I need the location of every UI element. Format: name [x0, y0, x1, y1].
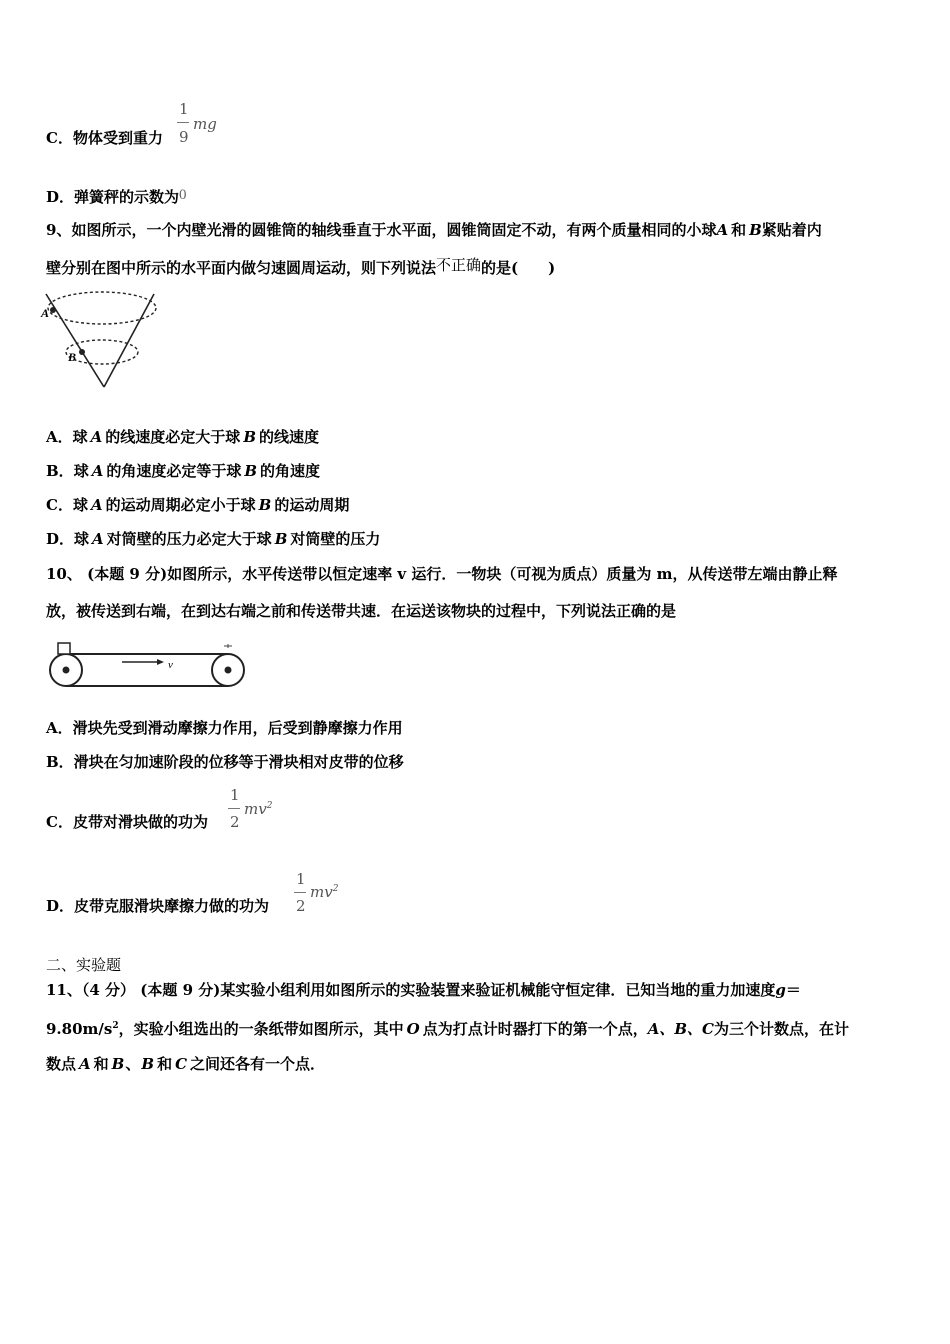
section-heading: 二、实验题 [46, 956, 122, 974]
label-a: A [41, 306, 50, 320]
ball-a [50, 307, 56, 313]
option-text: 对筒壁的压力 [290, 530, 381, 548]
block [58, 643, 70, 654]
cone-figure [40, 286, 170, 396]
option-text: 球 [72, 496, 88, 514]
ball-a-label: A [90, 428, 103, 446]
option-text: 皮带克服滑块摩擦力做的功为 [74, 897, 270, 915]
question-score-alt: (本题 9 分) [140, 981, 221, 999]
q8-option-d [46, 187, 187, 208]
question-text: 如图所示，一个内壁光滑的圆锥筒的轴线垂直于水平面，圆锥筒固定不动，有两个质量相同的小球 [71, 221, 717, 239]
q9-option-d [46, 529, 380, 549]
fraction-bar [228, 808, 240, 809]
option-prefix: B． [46, 462, 74, 480]
question-text: 某实验小组利用如图所示的实验装置来验证机械能守恒定律．已知当地的重力加速度 [220, 981, 776, 999]
option-prefix: D． [46, 188, 75, 206]
option-text: 球 [74, 530, 90, 548]
point-b: B [141, 1055, 155, 1073]
velocity-arrowhead [157, 659, 164, 665]
option-text: 的线速度必定大于球 [105, 428, 241, 446]
point-a: A [79, 1055, 91, 1073]
question-text-end: 的是( ) [481, 259, 556, 277]
left-pulley-axle [63, 667, 70, 674]
option-prefix: C． [46, 496, 73, 514]
question-text: 壁分别在图中所示的水平面内做匀速圆周运动，则下列说法 [46, 259, 437, 277]
ball-b-label: B [243, 428, 256, 446]
q10-option-a: A．滑块先受到滑动摩擦力作用，后受到静摩擦力作用 [46, 719, 403, 737]
q10-option-c [46, 812, 208, 832]
points-abc: A、B、C [647, 1020, 714, 1038]
fraction-numerator: 1 [296, 870, 306, 888]
question-number: 9、 [46, 221, 72, 239]
velocity-label: v [168, 659, 173, 671]
option-prefix: A． [46, 428, 73, 446]
conveyor-figure [46, 640, 256, 700]
point-b: B [111, 1055, 125, 1073]
question-text: 为三个计数点，在计 [713, 1020, 849, 1038]
option-text: 的角速度必定等于球 [106, 462, 242, 480]
question-number: 11、 [46, 981, 82, 999]
option-prefix: C． [46, 813, 73, 831]
q10-line-1 [46, 564, 837, 584]
q10-option-d [46, 896, 269, 916]
option-text: 物体受到重力 [72, 129, 163, 147]
option-text: 的线速度 [259, 428, 320, 446]
gravity-value: 9.80m/s [46, 1020, 113, 1038]
fraction-bar [294, 892, 306, 893]
expr-exponent: 2 [332, 884, 339, 894]
question-score: (本题 9 分) [87, 565, 168, 583]
question-score: （4 分） [81, 981, 136, 999]
option-text: 对筒壁的压力必定大于球 [106, 530, 272, 548]
conjunction: 和 [157, 1055, 173, 1073]
q11-line-2 [46, 1016, 849, 1039]
question-number: 10、 [46, 565, 82, 583]
q11-line-1 [46, 980, 801, 1000]
fraction-denominator: 2 [230, 813, 240, 831]
conjunction: 和 [731, 221, 747, 239]
right-pulley-axle [225, 667, 232, 674]
option-prefix: D． [46, 530, 75, 548]
cone-right-edge [104, 294, 154, 387]
option-prefix: D． [46, 897, 75, 915]
fraction-denominator: 2 [296, 897, 306, 915]
question-text: 之间还各有一个点． [190, 1055, 326, 1073]
q10-option-b: B．滑块在匀加速阶段的位移等于滑块相对皮带的位移 [46, 753, 404, 771]
question-text: ，实验小组选出的一条纸带如图所示，其中 [118, 1020, 404, 1038]
point-o: O [406, 1020, 420, 1038]
separator: 、 [125, 1055, 141, 1073]
gravity-exponent: 2 [112, 1021, 119, 1031]
question-text: 放，被传送到右端，在到达右端之前和传送带共速．在运送该物块的过程中，下列说法正确的是 [46, 602, 677, 620]
ball-b-label: B [244, 462, 258, 480]
question-text-end: 紧贴着内 [761, 221, 822, 239]
ball-b [79, 349, 85, 355]
option-text: 皮带对滑块做的功为 [72, 813, 208, 831]
equals-sign: ＝ [785, 981, 801, 999]
emphasis-text: 不正确 [436, 256, 482, 274]
expr-base: mv [310, 883, 333, 901]
expr-base: mv [244, 800, 267, 818]
label-b: B [68, 350, 77, 364]
option-text: 球 [72, 428, 88, 446]
lower-orbit [66, 340, 138, 364]
conjunction: 和 [93, 1055, 109, 1073]
fraction-denominator: 9 [179, 128, 189, 146]
fraction-numerator: 1 [179, 100, 189, 118]
q9-line-2 [46, 258, 555, 278]
q10-line-2 [46, 601, 676, 621]
option-text: 的角速度 [260, 462, 321, 480]
option-prefix: C． [46, 129, 73, 147]
ball-a-label: A [90, 496, 103, 514]
fraction-bar [177, 122, 189, 123]
q9-option-a [46, 427, 319, 447]
fraction-expression [244, 800, 272, 818]
question-text: 如图所示，水平传送带以恒定速率 v 运行．一物块（可视为质点）质量为 m，从传送带左端由静止释 [167, 565, 838, 583]
ball-b-label: B [749, 221, 762, 239]
option-text: 球 [73, 462, 89, 480]
q8-option-c [46, 128, 163, 148]
q9-option-c [46, 495, 349, 515]
end-mark [224, 644, 232, 648]
question-text: 数点 [46, 1055, 77, 1073]
ball-a-label: A [716, 221, 729, 239]
option-value: 0 [179, 187, 187, 203]
fraction-expression: mg [193, 115, 217, 133]
q9-option-b [46, 461, 320, 481]
option-text: 的运动周期必定小于球 [105, 496, 256, 514]
fraction-expression [310, 883, 338, 901]
ball-b-label: B [258, 496, 272, 514]
symbol-g: g [775, 981, 786, 999]
option-text: 弹簧秤的示数为 [74, 188, 180, 206]
expr-exponent: 2 [266, 801, 273, 811]
question-text: 点为打点计时器打下的第一个点， [422, 1020, 648, 1038]
q11-line-3 [46, 1054, 325, 1074]
ball-a-label: A [92, 530, 104, 548]
q9-line-1 [46, 220, 822, 240]
ball-b-label: B [274, 530, 288, 548]
option-text: 的运动周期 [274, 496, 350, 514]
fraction-numerator: 1 [230, 786, 240, 804]
ball-a-label: A [91, 462, 104, 480]
point-c: C [175, 1055, 188, 1073]
